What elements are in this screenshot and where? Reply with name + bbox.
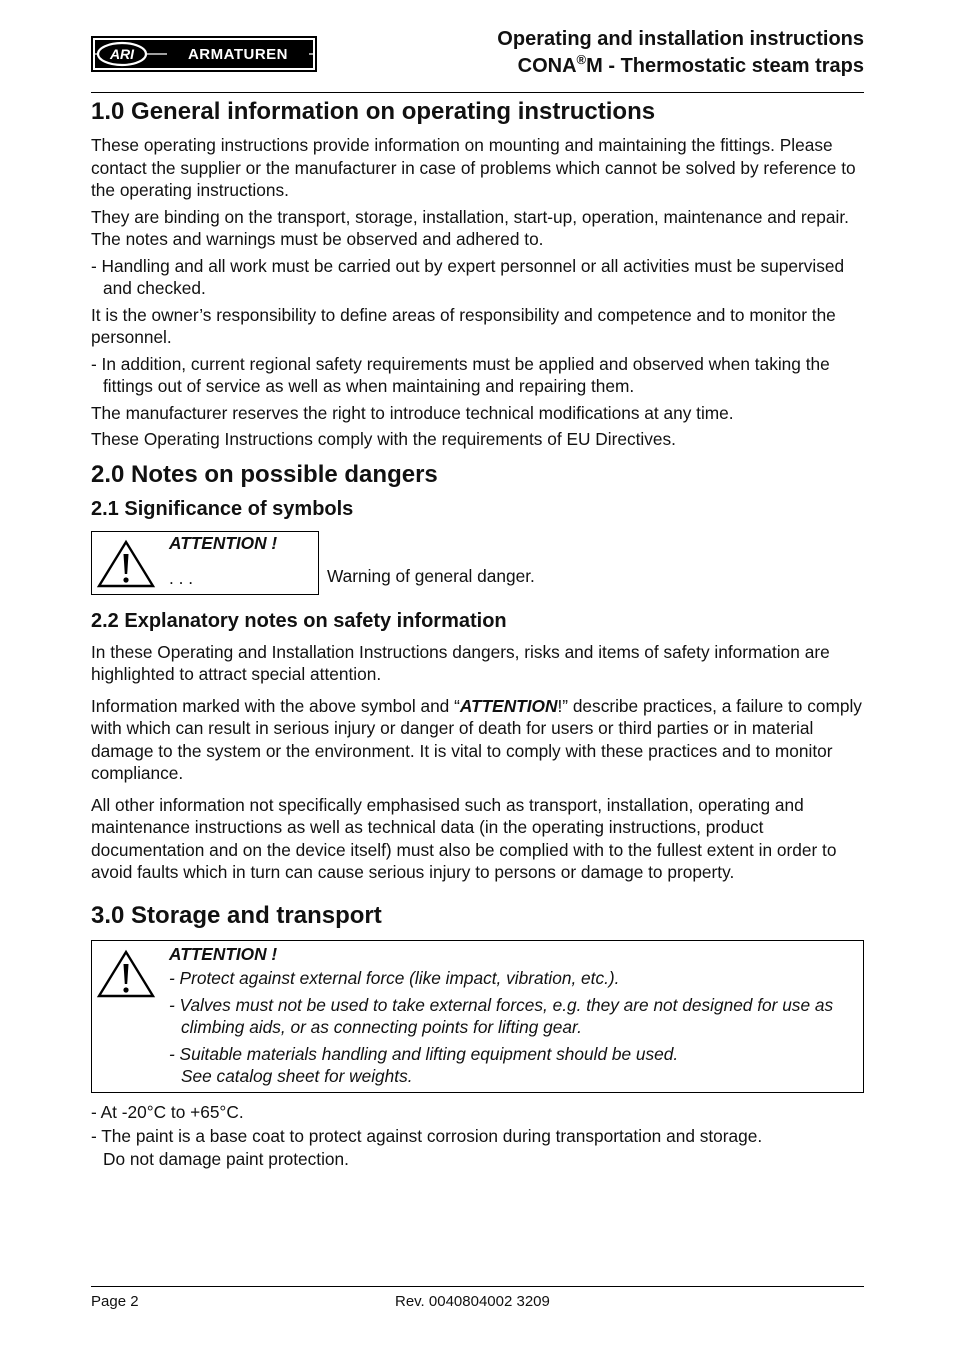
section-3-bullet: - The paint is a base coat to protect against corrosion during transportation and storage.: [91, 1126, 763, 1146]
section-1-heading: 1.0 General information on operating instructions: [91, 98, 656, 125]
logo-mark-text: ARI: [109, 46, 135, 62]
warning-triangle-icon: [96, 539, 156, 589]
section-3-heading: 3.0 Storage and transport: [91, 901, 382, 929]
logo-brand-text: ARMATUREN: [187, 46, 289, 63]
section-1-bullet: - Handling and all work must be carried out by expert personnel or all activities must be supervised and checked.: [91, 255, 845, 298]
section-1-paragraph: The manufacturer reserves the right to introduce technical modifications at any time.: [91, 402, 734, 423]
symbol-legend: [91, 531, 864, 597]
section-1-bullet: - In addition, current regional safety requirements must be applied and observed when taking the fittings out of service as well as when maintaining and repairing them.: [91, 353, 830, 396]
symbol-attention-label: ATTENTION !: [169, 532, 278, 553]
section-1-paragraph: The notes and warnings must be observed and adhered to.: [91, 229, 544, 249]
section-1-paragraph: It is the owner’s responsibility to define areas of responsibility and competence and to monitor the personnel.: [91, 304, 836, 347]
symbol-box: [91, 531, 319, 595]
attention-item: - Suitable materials handling and lifting equipment should be used.: [169, 1043, 679, 1064]
attention-box: [91, 940, 864, 1093]
attention-item: - Valves must not be used to take external forces, e.g. they are not designed for use as climbing aids, or as connecting points for lifting gear.: [169, 994, 834, 1037]
section-2-paragraph: All other information not specifically emphasised such as transport, installation, operating and maintenance instructions as well as technical data (in the operating instructions, product documentation and on the device itself) must also be complied with to the fullest extent in order to avoid faults which in turn can cause serious injury to persons or damage to property.: [91, 794, 837, 882]
revision-number: Rev. 0040804002 3209: [395, 1293, 550, 1310]
section-2-2-heading: 2.2 Explanatory notes on safety information: [91, 609, 507, 632]
symbol-placeholder-text: . . .: [169, 567, 194, 588]
section-2-paragraph: Information marked with the above symbol and “ATTENTION!” describe practices, a failure to comply with which can result in serious injury or danger of death for users or third parties or in material damage to the system or the environment. It is vital to comply with these practices and to monitor compliance.: [91, 695, 862, 783]
section-3-bullet: Do not damage paint protection.: [103, 1148, 349, 1169]
attention-item: - Protect against external force (like impact, vibration, etc.).: [169, 968, 620, 988]
section-1-paragraph: These Operating Instructions comply with the requirements of EU Directives.: [91, 429, 676, 449]
attention-title: ATTENTION !: [169, 943, 278, 964]
section-2-paragraph: In these Operating and Installation Instructions dangers, risks and items of safety information are highlighted to attract special attention.: [91, 641, 830, 684]
section-1-paragraph: These operating instructions provide information on mounting and maintaining the fittings. Please contact the supplier or the manufacturer in case of problems which cannot be solved by reference to the operating instructions.: [91, 135, 856, 200]
document-title: [497, 26, 864, 80]
section-1-paragraph: They are binding on the transport, storage, installation, start-up, operation, maintenance and repair.: [91, 206, 849, 227]
symbol-description: Warning of general danger.: [327, 565, 535, 586]
page-header: [91, 26, 864, 93]
section-2-heading: 2.0 Notes on possible dangers: [91, 460, 438, 488]
warning-triangle-icon: [96, 949, 156, 999]
title-line-2: CONA®M - Thermostatic steam traps: [517, 52, 864, 77]
page-footer: [91, 1286, 864, 1310]
page-number: Page 2: [91, 1293, 139, 1310]
attention-item: See catalog sheet for weights.: [181, 1066, 413, 1086]
section-2-1-heading: 2.1 Significance of symbols: [91, 497, 354, 520]
page-content: [91, 96, 864, 1170]
ari-armaturen-logo: [91, 36, 317, 72]
section-3-bullet: - At -20°C to +65°C.: [91, 1101, 244, 1122]
title-line-1: Operating and installation instructions: [497, 28, 864, 50]
